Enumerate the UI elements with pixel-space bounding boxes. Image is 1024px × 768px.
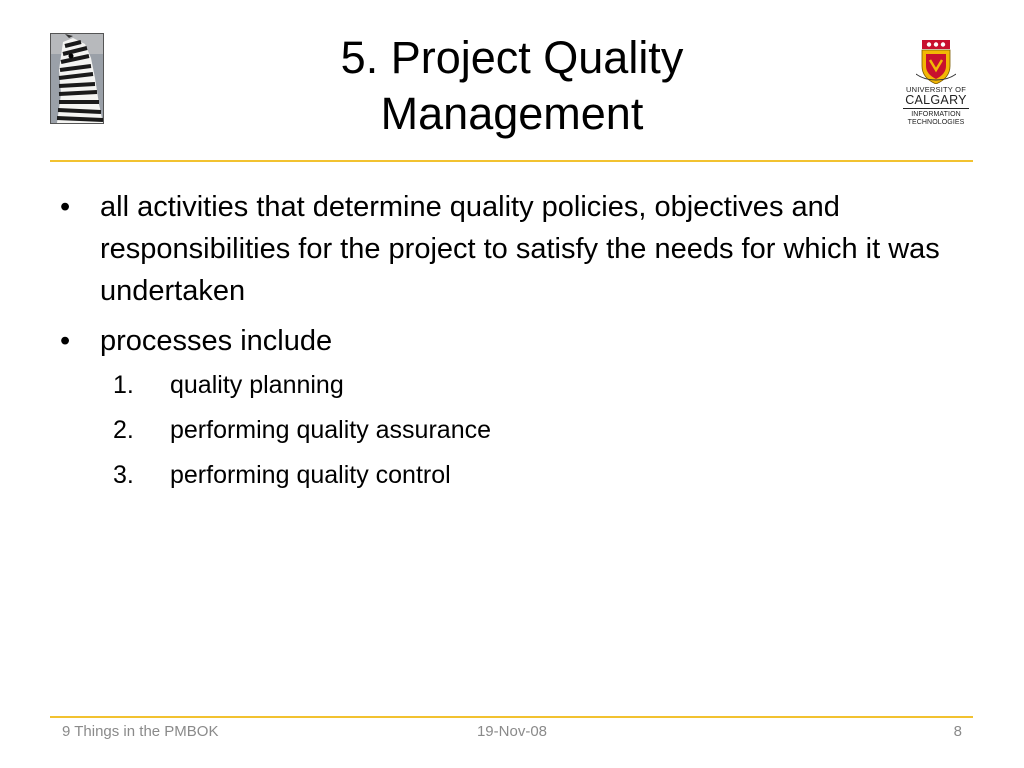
zebra-image — [50, 33, 104, 124]
footer-date: 19-Nov-08 — [476, 723, 548, 740]
bullet-item — [58, 320, 968, 362]
university-logo — [900, 40, 972, 130]
item-number: 2. — [113, 416, 134, 444]
numbered-item — [58, 370, 968, 400]
title-line-2: Management — [380, 88, 644, 139]
logo-text-information: INFORMATION — [911, 111, 961, 118]
item-number: 3. — [113, 461, 134, 489]
title-line-1: 5. Project Quality — [340, 32, 684, 83]
header-divider — [50, 160, 973, 162]
footer-presentation-title: 9 Things in the PMBOK — [62, 723, 219, 740]
slide-title — [200, 30, 824, 142]
item-text: quality planning — [170, 371, 344, 399]
bullet-marker: • — [60, 191, 71, 223]
logo-divider — [903, 108, 969, 109]
bullet-text: processes include — [100, 325, 333, 357]
bullet-item — [58, 186, 968, 312]
crest-icon — [916, 40, 956, 84]
bullet-marker: • — [60, 325, 71, 357]
numbered-item — [58, 460, 968, 490]
numbered-item — [58, 415, 968, 445]
slide-body — [58, 186, 968, 505]
item-text: performing quality assurance — [170, 416, 491, 444]
bullet-text: all activities that determine quality policies, objectives and responsibilities for the project to satisfy the needs for which it was undertaken — [100, 191, 940, 307]
footer-divider — [50, 716, 973, 718]
item-text: performing quality control — [170, 461, 451, 489]
logo-text-technologies: TECHNOLOGIES — [907, 119, 965, 126]
item-number: 1. — [113, 371, 134, 399]
logo-text-university-of: UNIVERSITY OF — [906, 85, 966, 94]
logo-text-calgary: CALGARY — [905, 93, 967, 107]
footer-page-number: 8 — [953, 723, 962, 740]
